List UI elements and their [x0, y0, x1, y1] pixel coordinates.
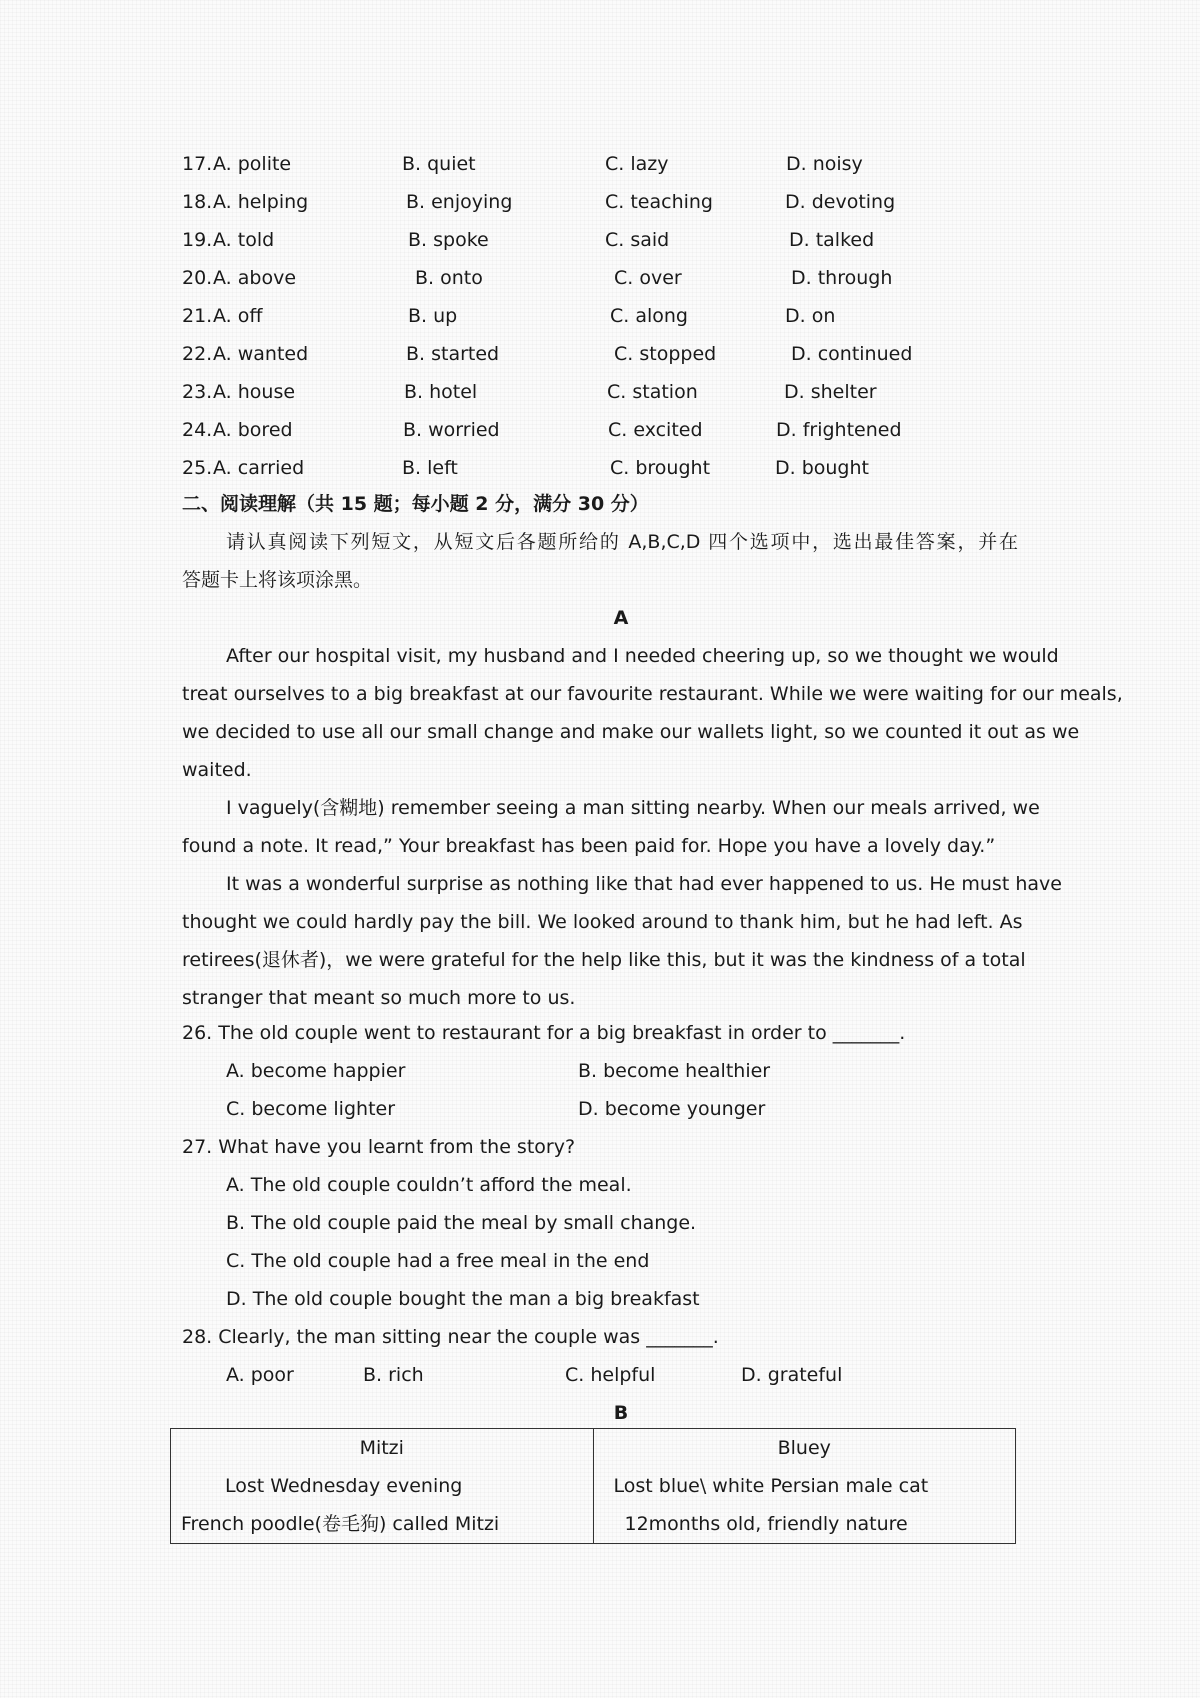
cloze-option-a[interactable]: A. above: [213, 267, 297, 289]
section-instruction-line1: 请认真阅读下列短文，从短文后各题所给的 A,B,C,D 四个选项中，选出最佳答案，并在: [226, 531, 1018, 553]
cloze-question-number: 18.: [182, 191, 213, 213]
cloze-question-number: 24.: [182, 419, 213, 441]
cloze-question-number: 22.: [182, 343, 213, 365]
cloze-option-a[interactable]: A. house: [213, 381, 296, 403]
question-28-option-d[interactable]: D. grateful: [741, 1364, 843, 1386]
cloze-option-d[interactable]: D. shelter: [784, 381, 877, 403]
cloze-option-a[interactable]: A. told: [213, 229, 275, 251]
passage-a-label: A: [613, 607, 629, 629]
cloze-option-d[interactable]: D. noisy: [786, 153, 863, 175]
cloze-option-d[interactable]: D. on: [785, 305, 836, 327]
cloze-option-d[interactable]: D. talked: [789, 229, 875, 251]
cloze-option-b[interactable]: B. spoke: [408, 229, 489, 251]
passage-a-line: retirees(退休者)，we were grateful for the help like this, but it was the kindness of a total: [182, 949, 1026, 971]
card-title: Bluey: [777, 1437, 831, 1459]
passage-b-label: B: [613, 1402, 629, 1424]
cloze-question-number: 17.: [182, 153, 213, 175]
card-line: French poodle(卷毛狗) called Mitzi: [181, 1513, 500, 1535]
lost-pets-table: [170, 1428, 1016, 1544]
cloze-option-c[interactable]: C. said: [605, 229, 670, 251]
section-heading: 二、阅读理解（共 15 题；每小题 2 分，满分 30 分）: [182, 493, 649, 515]
question-26-option-b[interactable]: B. become healthier: [578, 1060, 771, 1082]
lost-pet-card-mitzi: [171, 1429, 594, 1544]
passage-a-line: we decided to use all our small change and make our wallets light, so we counted it out as we: [182, 721, 1080, 743]
cloze-option-b[interactable]: B. up: [408, 305, 458, 327]
cloze-question-number: 21.: [182, 305, 213, 327]
passage-a-line: After our hospital visit, my husband and I needed cheering up, so we thought we would: [226, 645, 1059, 667]
passage-a-line: thought we could hardly pay the bill. We looked around to thank him, but he had left. As: [182, 911, 1023, 933]
question-27-option-a[interactable]: A. The old couple couldn’t afford the meal.: [226, 1174, 632, 1196]
cloze-option-c[interactable]: C. teaching: [605, 191, 713, 213]
question-28-stem: 28. Clearly, the man sitting near the couple was _______.: [182, 1326, 719, 1348]
cloze-option-c[interactable]: C. over: [614, 267, 682, 289]
cloze-option-a[interactable]: A. helping: [213, 191, 309, 213]
cloze-option-a[interactable]: A. off: [213, 305, 263, 327]
cloze-question-number: 19.: [182, 229, 213, 251]
cloze-option-b[interactable]: B. quiet: [402, 153, 476, 175]
passage-a-line: It was a wonderful surprise as nothing like that had ever happened to us. He must have: [226, 873, 1062, 895]
card-line: 12months old, friendly nature: [624, 1513, 908, 1535]
card-title: Mitzi: [359, 1437, 404, 1459]
card-line: Lost Wednesday evening: [225, 1475, 463, 1497]
question-28-option-a[interactable]: A. poor: [226, 1364, 294, 1386]
cloze-option-c[interactable]: C. brought: [610, 457, 711, 479]
passage-a-line: found a note. It read,” Your breakfast has been paid for. Hope you have a lovely day.”: [182, 835, 996, 857]
cloze-option-a[interactable]: A. bored: [213, 419, 293, 441]
question-27-option-b[interactable]: B. The old couple paid the meal by small change.: [226, 1212, 697, 1234]
question-27-option-c[interactable]: C. The old couple had a free meal in the end: [226, 1250, 650, 1272]
question-26-stem: 26. The old couple went to restaurant for a big breakfast in order to _______.: [182, 1022, 906, 1044]
question-28-option-c[interactable]: C. helpful: [565, 1364, 656, 1386]
cloze-option-c[interactable]: C. lazy: [605, 153, 669, 175]
question-26-option-d[interactable]: D. become younger: [578, 1098, 766, 1120]
cloze-question-number: 25.: [182, 457, 213, 479]
lost-pet-card-bluey: [593, 1429, 1016, 1544]
passage-a-line: treat ourselves to a big breakfast at our favourite restaurant. While we were waiting for our meals,: [182, 683, 1123, 705]
cloze-option-d[interactable]: D. devoting: [785, 191, 896, 213]
cloze-option-d[interactable]: D. bought: [775, 457, 869, 479]
section-instruction-line2: 答题卡上将该项涂黑。: [182, 569, 373, 591]
cloze-option-b[interactable]: B. left: [402, 457, 458, 479]
cloze-option-c[interactable]: C. along: [610, 305, 688, 327]
card-line: Lost blue\ white Persian male cat: [613, 1475, 929, 1497]
cloze-option-a[interactable]: A. wanted: [213, 343, 309, 365]
question-27-stem: 27. What have you learnt from the story?: [182, 1136, 576, 1158]
cloze-question-number: 23.: [182, 381, 213, 403]
cloze-option-c[interactable]: C. stopped: [614, 343, 717, 365]
cloze-option-a[interactable]: A. carried: [213, 457, 305, 479]
cloze-option-b[interactable]: B. started: [406, 343, 500, 365]
question-28-option-b[interactable]: B. rich: [363, 1364, 424, 1386]
cloze-option-b[interactable]: B. worried: [403, 419, 500, 441]
cloze-option-a[interactable]: A. polite: [213, 153, 292, 175]
passage-a-line: stranger that meant so much more to us.: [182, 987, 576, 1009]
cloze-option-d[interactable]: D. through: [791, 267, 893, 289]
question-26-option-c[interactable]: C. become lighter: [226, 1098, 396, 1120]
cloze-option-b[interactable]: B. enjoying: [406, 191, 513, 213]
cloze-option-c[interactable]: C. excited: [608, 419, 703, 441]
cloze-option-b[interactable]: B. hotel: [404, 381, 478, 403]
question-26-option-a[interactable]: A. become happier: [226, 1060, 406, 1082]
passage-a-line: I vaguely(含糊地) remember seeing a man sitting nearby. When our meals arrived, we: [226, 797, 1040, 819]
cloze-option-b[interactable]: B. onto: [415, 267, 483, 289]
cloze-option-c[interactable]: C. station: [607, 381, 698, 403]
cloze-question-number: 20.: [182, 267, 213, 289]
passage-a-line: waited.: [182, 759, 252, 781]
cloze-option-d[interactable]: D. continued: [791, 343, 913, 365]
cloze-option-d[interactable]: D. frightened: [776, 419, 902, 441]
question-27-option-d[interactable]: D. The old couple bought the man a big breakfast: [226, 1288, 700, 1310]
